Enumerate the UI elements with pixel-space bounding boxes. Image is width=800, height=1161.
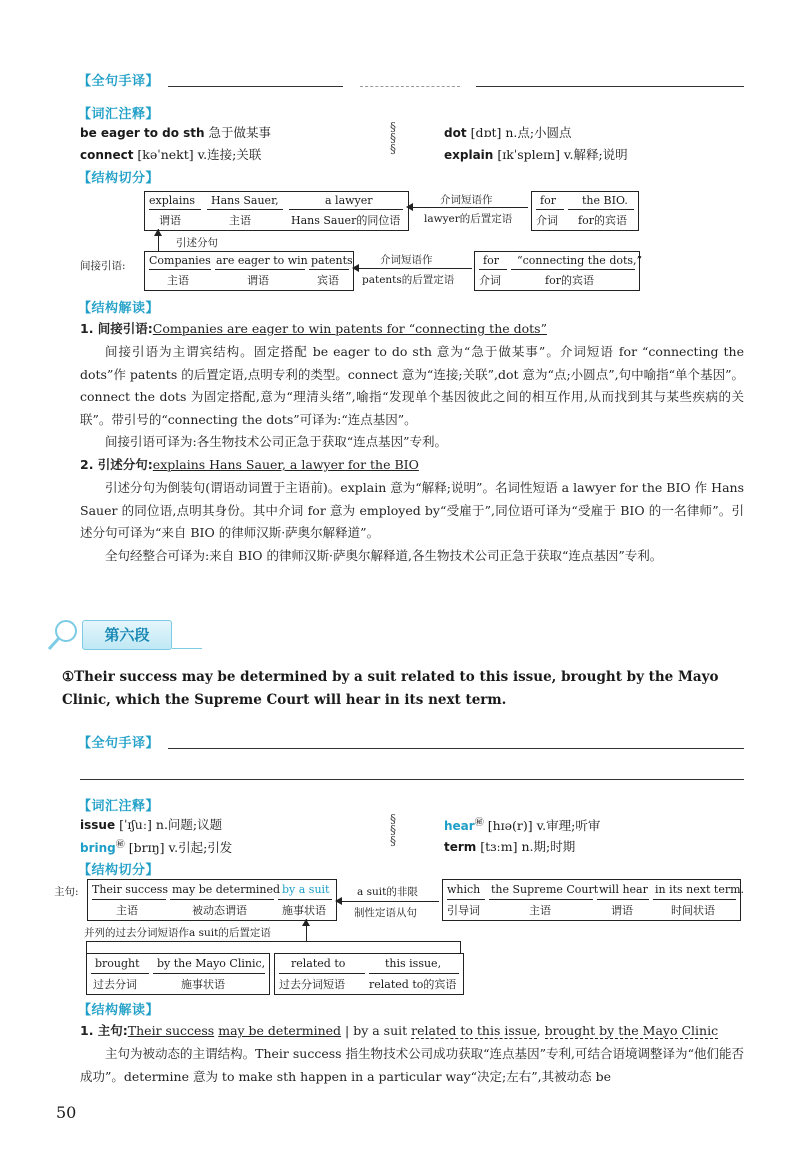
arrow-label: 介词短语作	[440, 194, 493, 206]
divider-squiggle: § § §	[390, 812, 396, 848]
word-explains: explains	[149, 194, 196, 207]
prep-phrase-box	[531, 191, 639, 231]
read-paragraph: 间接引语可译为:各生物技术公司正急于获取“连点基因”专利。	[105, 434, 447, 449]
role-label: for的宾语	[578, 214, 627, 227]
arrow-head	[335, 897, 342, 905]
arrow-head	[352, 264, 359, 272]
role-label: 谓语	[159, 214, 181, 227]
word-supreme-court: the Supreme Court	[491, 883, 599, 896]
arrow-label: lawyer的后置定语	[424, 213, 513, 225]
bracket-line	[86, 941, 460, 942]
role-label: 宾语	[317, 274, 339, 287]
role-label: Hans Sauer的同位语	[291, 214, 401, 227]
vocab-item: hear㊙ [hɪə(r)] v.审理;听审	[444, 818, 601, 834]
word-for: for	[483, 254, 499, 267]
arrow-label: patents的后置定语	[362, 274, 455, 286]
indirect-label: 间接引语:	[80, 260, 126, 272]
vocab-item: be eager to do sth 急于做某事	[80, 125, 272, 140]
role-label: 主语	[167, 274, 189, 287]
bracket-line	[460, 941, 461, 953]
role-label: 主语	[229, 214, 251, 227]
participle-box	[274, 953, 464, 995]
translation-blank-line[interactable]	[168, 748, 744, 749]
read-heading: 2. 引述分句:explains Hans Sauer, a lawyer for the BIO	[80, 457, 419, 472]
divider-squiggle: § § §	[390, 120, 396, 156]
word-related-to: related to	[291, 957, 346, 970]
mid-label: 制性定语从句	[354, 907, 417, 919]
relative-clause-box	[442, 879, 745, 921]
role-label: 时间状语	[671, 904, 715, 917]
word-next-term: in its next term.	[655, 883, 745, 896]
word-connecting-dots: “connecting the dots,”	[517, 254, 643, 267]
full-translation-label: 【全句手译】	[78, 736, 160, 751]
main-clause-box	[87, 879, 337, 921]
word-determined: may be determined	[172, 883, 281, 896]
translation-blank-line[interactable]	[360, 86, 460, 87]
role-label: 施事状语	[282, 904, 326, 917]
role-label: 谓语	[247, 274, 269, 287]
role-label: 主语	[529, 904, 551, 917]
arrow-label: 介词短语作	[380, 254, 433, 266]
vocab-item: term [tɜːm] n.期;时期	[444, 839, 576, 854]
main-clause-box	[144, 191, 409, 231]
arrow-head	[406, 203, 413, 211]
parallel-label: 并列的过去分词短语作a suit的后置定语	[84, 927, 271, 939]
vocab-item: explain [ɪkˈspleɪn] v.解释;说明	[444, 147, 628, 162]
read-paragraph: 间接引语为主谓宾结构。固定搭配 be eager to do sth 意为“急于做某事”。介词短语 for “connecting the dots”作 patents 的后置定语,点明专利的类型。connect 意为“连接;关联”,dot 意为“点;小圆点”,句中喻指“单个基因”。connect the dots 为固定搭配,意为“理清头绪”,喻指“发现单个基因彼此之间的相互作用,从而找到其与某些疾病的关联”。带引号的“connecting the dots”可译为:“连点基因”。	[80, 344, 744, 427]
translation-blank-line[interactable]	[476, 86, 744, 87]
word-which: which	[447, 883, 481, 896]
role-label: 过去分词	[93, 978, 137, 991]
structure-cut-label: 【结构切分】	[78, 171, 160, 186]
read-heading: 1. 主句:Their success may be determined | by a suit related to this issue, brought by the Mayo Clinic	[80, 1023, 719, 1038]
arrow-line	[339, 901, 439, 902]
section-title: 第六段	[82, 620, 172, 650]
read-paragraph: 引述分句为倒装句(谓语动词置于主语前)。explain 意为“解释;说明”。名词性短语 a lawyer for the BIO 作 Hans Sauer 的同位语,点明其身份。其中介词 for 意为 employed by“受雇于”,同位语可译为“受雇于 BIO 的一名律师”。引述分句可译为“来自 BIO 的律师汉斯·萨奥尔解释道”。	[80, 480, 744, 540]
role-label: 主语	[116, 904, 138, 917]
translation-blank-line[interactable]	[80, 779, 744, 780]
section-sentence: ①Their success may be determined by a suit related to this issue, brought by the Mayo Clinic, which the Supreme Court will hear in its next term.	[62, 669, 719, 708]
vocab-label: 【词汇注释】	[78, 107, 160, 122]
word-brought: brought	[95, 957, 140, 970]
role-label: 施事状语	[181, 978, 225, 991]
word-hans-sauer: Hans Sauer,	[211, 194, 279, 207]
translation-blank-line[interactable]	[168, 86, 343, 87]
word-by-a-suit: by a suit	[282, 883, 330, 896]
word-this-issue: this issue,	[385, 957, 442, 970]
word-eager: are eager to win	[216, 254, 308, 267]
arrow-head	[302, 919, 310, 926]
word-lawyer: a lawyer	[325, 194, 373, 207]
page-number: 50	[56, 1103, 77, 1122]
vocab-item: connect [kəˈnekt] v.连接;关联	[80, 147, 262, 162]
role-label: related to的宾语	[369, 978, 457, 991]
role-label: 谓语	[611, 904, 633, 917]
structure-read-label: 【结构解读】	[78, 1003, 160, 1018]
arrow-line	[356, 268, 472, 269]
role-label: for的宾语	[545, 274, 594, 287]
indirect-speech-box	[144, 251, 354, 291]
main-clause-label: 主句:	[54, 886, 79, 898]
arrow-line	[410, 207, 528, 208]
read-paragraph: 全句经整合可译为:来自 BIO 的律师汉斯·萨奥尔解释道,各生物技术公司正急于获取“连点基因”专利。	[105, 548, 663, 563]
magnifier-icon	[46, 618, 82, 652]
full-translation-label: 【全句手译】	[78, 74, 160, 89]
word-companies: Companies	[149, 254, 211, 267]
side-label: 引述分句	[176, 237, 218, 249]
read-heading: 1. 间接引语:Companies are eager to win patents for “connecting the dots”	[80, 321, 547, 336]
word-for: for	[540, 194, 556, 207]
vocab-label: 【词汇注释】	[78, 799, 160, 814]
mid-label: a suit的非限	[357, 886, 418, 898]
vocab-item: issue [ˈɪʃuː] n.问题;议题	[80, 817, 223, 832]
word-mayo-clinic: by the Mayo Clinic,	[157, 957, 266, 970]
word-their-success: Their success	[92, 883, 169, 896]
role-label: 被动态谓语	[192, 904, 247, 917]
role-label: 引导词	[447, 904, 480, 917]
title-underline	[172, 648, 202, 649]
role-label: 过去分词短语	[279, 978, 345, 991]
read-paragraph: 主句为被动态的主谓结构。Their success 指生物技术公司成功获取“连点基因”专利,可结合语境调整译为“他们能否成功”。determine 意为 to make sth happen in a particular way“决定;左右”,其被动态 be	[80, 1046, 744, 1084]
structure-cut-label: 【结构切分】	[78, 863, 160, 878]
role-label: 介词	[536, 214, 558, 227]
word-will-hear: will hear	[599, 883, 648, 896]
vocab-item: dot [dɒt] n.点;小圆点	[444, 125, 572, 140]
bracket-line	[86, 941, 87, 953]
structure-read-label: 【结构解读】	[78, 301, 160, 316]
word-bio: the BIO.	[582, 194, 628, 207]
role-label: 介词	[479, 274, 501, 287]
prep-phrase-box	[474, 251, 643, 291]
arrow-head	[154, 229, 162, 236]
word-patents: patents	[311, 254, 353, 267]
participle-box	[86, 953, 270, 995]
vocab-item: bring㊙ [brɪŋ] v.引起;引发	[80, 840, 233, 856]
